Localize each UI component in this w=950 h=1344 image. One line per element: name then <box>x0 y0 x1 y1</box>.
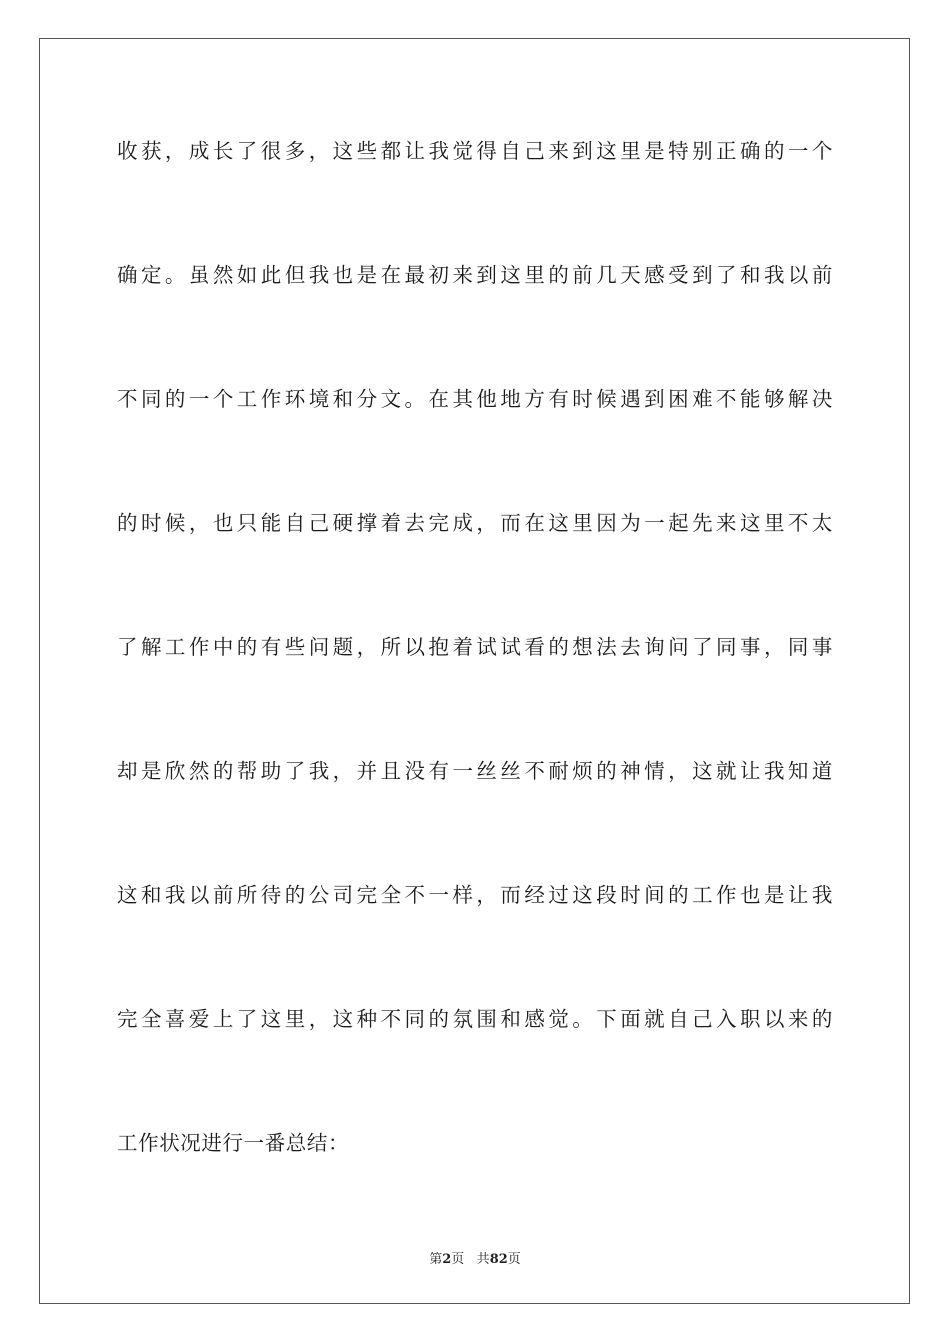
page-footer <box>0 1248 950 1267</box>
body-text-line: 确定。虽然如此但我也是在最初来到这里的前几天感受到了和我以前 <box>117 263 833 287</box>
total-pages: 82 <box>489 1252 508 1267</box>
body-text-line: 却是欣然的帮助了我，并且没有一丝丝不耐烦的神情，这就让我知道 <box>117 759 833 783</box>
total-suffix: 页 <box>507 1252 521 1267</box>
page-border <box>39 38 910 1304</box>
body-text-line: 不同的一个工作环境和分文。在其他地方有时候遇到困难不能够解决 <box>117 387 833 411</box>
page-number: 2 <box>442 1252 452 1267</box>
total-prefix: 共 <box>476 1252 490 1267</box>
body-text-line: 这和我以前所待的公司完全不一样，而经过这段时间的工作也是让我 <box>117 883 833 907</box>
page-suffix: 页 <box>451 1252 465 1267</box>
body-text-line: 收获，成长了很多，这些都让我觉得自己来到这里是特别正确的一个 <box>117 139 833 163</box>
page-prefix: 第 <box>429 1252 443 1267</box>
body-text-line: 工作状况进行一番总结： <box>117 1131 350 1155</box>
body-text-line: 了解工作中的有些问题，所以抱着试试看的想法去询问了同事，同事 <box>117 635 833 659</box>
body-text-line: 完全喜爱上了这里，这种不同的氛围和感觉。下面就自己入职以来的 <box>117 1007 833 1031</box>
body-text-line: 的时候，也只能自己硬撑着去完成，而在这里因为一起先来这里不太 <box>117 511 833 535</box>
